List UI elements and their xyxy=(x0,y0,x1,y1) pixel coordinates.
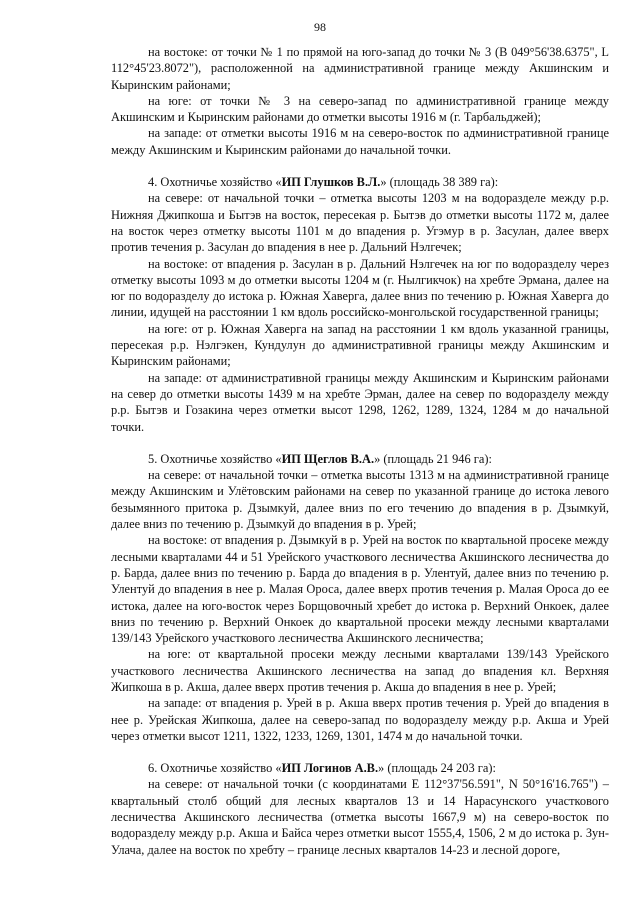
section-heading xyxy=(111,760,609,776)
heading-prefix: 4. Охотничье хозяйство « xyxy=(148,175,282,190)
paragraph: на востоке: от точки № 1 по прямой на юго-запад до точки № 3 (B 049°56'38.6375", L 112°45'23.8072"), расположенной на административной границе между Акшинским и Кыринским районами; xyxy=(111,45,609,92)
section-heading xyxy=(111,451,609,467)
paragraph: на западе: от отметки высоты 1916 м на северо-восток по административной границе между Акшинским и Кыринским районами до начальной точки. xyxy=(111,126,609,157)
heading-prefix: 5. Охотничье хозяйство « xyxy=(148,451,282,466)
hunting-farm-name: ИП Щеглов В.А. xyxy=(281,451,375,466)
paragraph: на севере: от начальной точки – отметка высоты 1313 м на административной границе между Акшинским и Улётовским районами на север по указанной границе до истока левого безымянного притока р. Дзымкуй, далее вниз по его течению до впадения в р. Дзымкуй, далее вниз по течению р. Дзымкуй до впадения в р. Урей; xyxy=(111,468,609,532)
paragraph: на востоке: от впадения р. Засулан в р. Дальний Нэлгечек на юг по водоразделу через отметку высоты 1093 м до отметки высоты 1204 м (г. Нылгикчок) на хребте Эрмана, далее на юг по водоразделу до истока р. Южная Хаверга, далее вниз по течению р. Южная Хаверга до линии, идущей на расстоянии 1 км вдоль российско-монгольской государственной границы; xyxy=(111,256,609,320)
section-heading xyxy=(111,174,609,190)
heading-suffix: » (площадь 38 389 га): xyxy=(380,175,499,190)
heading-suffix: » (площадь 21 946 га): xyxy=(374,451,492,466)
section-4 xyxy=(111,174,609,435)
paragraph: на севере: от начальной точки – отметка высоты 1203 м на водоразделе между р.р. Нижняя Джипкоша и Бытэв на восток, пересекая р. Бытэв до отметки высоты 1172 м, далее на восток через отметку высоты 1101 м до впадения р. Угэмур в р. Засулан, далее вверх против течения р. Засулан до впадения в нее р. Дальний Нэлгечек; xyxy=(111,191,609,255)
paragraph: на западе: от впадения р. Урей в р. Акша вверх против течения р. Урей до впадения в нее р. Урейская Жипкоша, далее на северо-запад по водоразделу между р.р. Акша и Урей через отметки высот 1211, 1322, 1233, 1269, 1301, 1474 м до начальной точки. xyxy=(111,696,609,743)
hunting-farm-name: ИП Глушков В.Л. xyxy=(281,175,381,190)
page-number: 98 xyxy=(314,20,326,34)
heading-suffix: » (площадь 24 203 га): xyxy=(378,761,496,776)
paragraph: на юге: от квартальной просеки между лесными кварталами 139/143 Урейского участкового лесничества Акшинского лесничества на запад до впадения кл. Верхняя Жипкоша в р. Акша, далее вверх против течения р. Акша до впадения в нее р. Урей; xyxy=(111,647,609,694)
paragraph: на севере: от начальной точки (с координатами E 112°37'56.591", N 50°16'16.765") – квартальный столб общий для лесных кварталов 13 и 14 Нарасунского участкового лесничества Акшинского лесничества (отметка высоты 1667,9 м) на северо-восток по водоразделу между р.р. Акша и Байса через отметки высот 1555,4, 1506, 2 м до истока р. Зун-Улача, далее на восток по хребту – границе лесных кварталов 14-23 и лесной дороге, xyxy=(111,777,609,857)
heading-prefix: 6. Охотничье хозяйство « xyxy=(148,761,282,776)
paragraph: на западе: от административной границы между Акшинским и Кыринским районами на север до отметки высоты 1439 м на хребте Эрман, далее на север по водоразделу между р.р. Бытэв и Гозакина через отметки высот 1298, 1262, 1289, 1324, 1284 м до начальной точки. xyxy=(111,370,609,434)
document-body xyxy=(111,44,609,874)
section-5 xyxy=(111,451,609,744)
paragraph: на юге: от р. Южная Хаверга на запад на расстоянии 1 км вдоль указанной границы, пересекая р.р. Нэлгэкен, Кундулун до административной границы между Акшинским и Кыринским районами; xyxy=(111,321,609,369)
section-6 xyxy=(111,760,609,858)
paragraph: на юге: от точки № 3 на северо-запад по административной границе между Акшинским и Кыринским районами до отметки высоты 1916 м (г. Тарбальджей); xyxy=(111,93,609,125)
paragraph: на востоке: от впадения р. Дзымкуй в р. Урей на восток по квартальной просеке между лесными кварталами 44 и 51 Урейского участкового лесничества Акшинского лесничества до р. Барда, далее вниз по течению р. Барда до впадения в р. Улентуй, далее вниз по течению р. Улентуй до впадения в нее р. Малая Ороса, далее вверх против течения р. Малая Ороса до ее истока, далее на юго-восток через Борщовочный хребет до истока р. Верхний Онкоек, далее вниз по течению р. Верхний Онкоек до квартальной просеки между лесными кварталами 139/143 Урейского участкового лесничества Акшинского лесничества; xyxy=(111,533,609,646)
section-3-continuation xyxy=(111,44,609,158)
hunting-farm-name: ИП Логинов А.В. xyxy=(281,761,379,776)
